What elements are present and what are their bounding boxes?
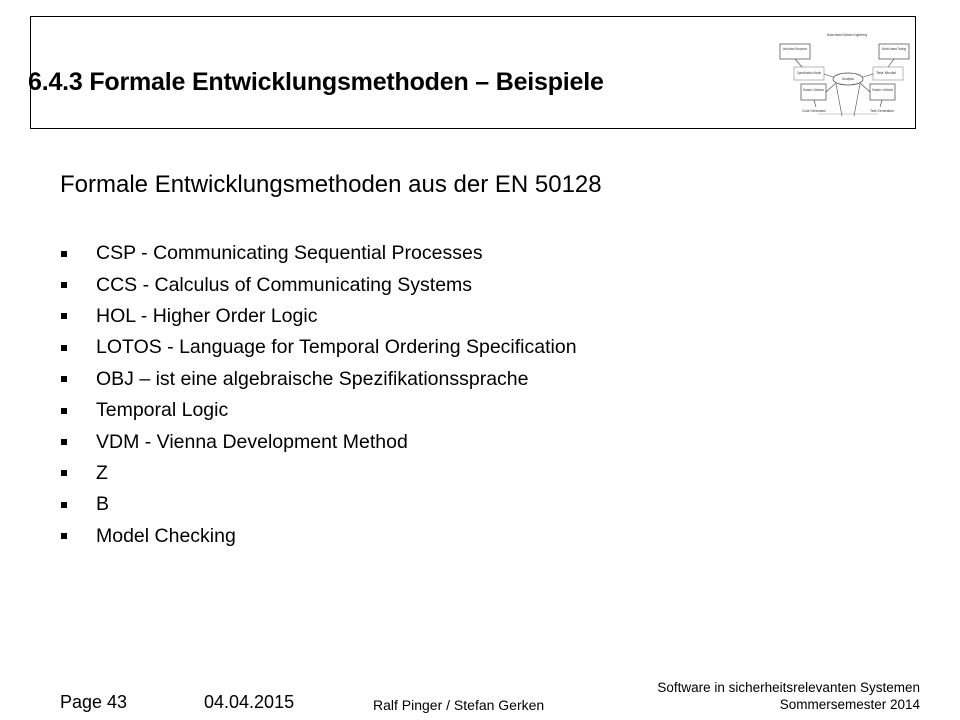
list-item-text: HOL - Higher Order Logic	[96, 304, 318, 327]
square-bullet-icon	[61, 408, 67, 414]
square-bullet-icon	[61, 282, 67, 288]
page-number: Page 43	[60, 692, 128, 712]
diagram-label-lower-right: Simulation / Verification	[872, 88, 894, 92]
list-item	[60, 489, 577, 520]
diagram-label-top-right: Model-based Testing	[882, 47, 907, 51]
list-item-text: B	[96, 493, 110, 516]
square-bullet-icon	[61, 313, 67, 319]
square-bullet-icon	[61, 533, 67, 539]
course-title: Software in sicherheitsrelevanten Systemen	[657, 680, 920, 695]
section-subtitle: Formale Entwicklungsmethoden aus der EN 50128	[60, 171, 602, 198]
list-item	[60, 395, 577, 426]
list-item	[60, 364, 577, 395]
list-item	[60, 521, 577, 552]
footer-authors: Ralf Pinger / Stefan Gerken	[373, 697, 545, 713]
list-item	[60, 332, 577, 363]
list-item-text: LOTOS - Language for Temporal Ordering Specification	[96, 336, 577, 359]
list-item-text: CCS - Calculus of Communicating Systems	[96, 273, 473, 296]
list-item-text: CSP - Communicating Sequential Processes	[96, 242, 483, 265]
square-bullet-icon	[61, 345, 67, 351]
diagram-label-mid-right: Test Model	[876, 71, 897, 75]
diagram-box-lower-right	[870, 84, 895, 100]
list-item-text: Model Checking	[96, 524, 236, 547]
list-item-text: Temporal Logic	[96, 399, 229, 422]
diagram-label-bottom-right: Test Generation	[870, 109, 895, 113]
square-bullet-icon	[61, 376, 67, 382]
list-item-text: VDM - Vienna Development Method	[96, 430, 408, 453]
square-bullet-icon	[61, 439, 67, 445]
footer-date: 04.04.2015	[204, 692, 295, 712]
slide-title: 6.4.3 Formale Entwicklungsmethoden – Beispiele	[28, 68, 604, 96]
square-bullet-icon	[61, 470, 67, 476]
list-item-text: Z	[96, 461, 108, 484]
model-based-diagram	[776, 28, 918, 123]
diagram-label-mid-left: Specification Model	[797, 71, 822, 75]
footer-course-info	[657, 679, 920, 713]
diagram-label-bottom-left: Code Generation	[802, 109, 827, 113]
square-bullet-icon	[61, 502, 67, 508]
list-item	[60, 458, 577, 489]
diagram-label-core: Analysis	[842, 77, 854, 81]
diagram-label-top-left: Model-based Development	[783, 47, 808, 51]
diagram-label-lower-left: Simulation / Verification	[803, 88, 825, 92]
course-semester: Sommersemester 2014	[779, 697, 920, 712]
list-item	[60, 426, 577, 457]
method-list	[60, 238, 577, 552]
square-bullet-icon	[61, 251, 67, 257]
list-item	[60, 269, 577, 300]
list-item-text: OBJ – ist eine algebraische Spezifikationssprache	[96, 367, 529, 390]
diagram-label-center: Model-based Software Engineering	[827, 33, 868, 37]
list-item	[60, 301, 577, 332]
diagram-box-lower-left	[801, 84, 826, 100]
list-item	[60, 238, 577, 269]
